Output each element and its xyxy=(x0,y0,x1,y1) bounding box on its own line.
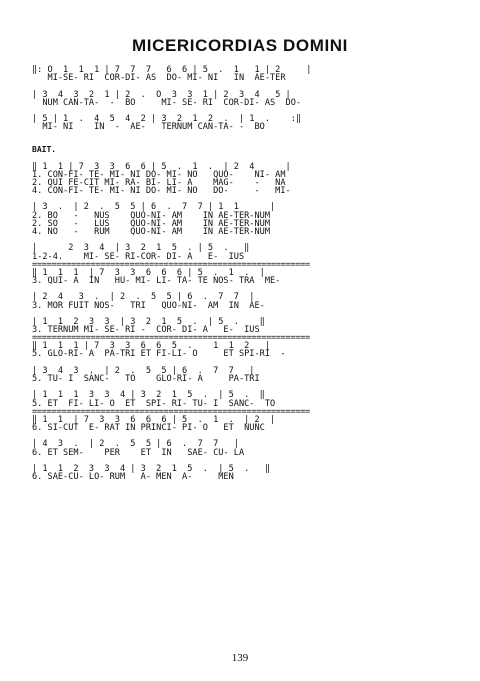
verse-line: | 2 3 4 | 3 2 1 5 . | 5 . ‖ xyxy=(32,243,250,254)
intro-line: MI-SE- RI COR-DI- AS DO- MI- NI IN AE-TER xyxy=(32,73,286,84)
verse-block-6 xyxy=(32,416,452,482)
intro-line: MI- NI IN - AE- TERNUM CAN-TA- - BO xyxy=(32,122,265,133)
verse-line: ‖ 1 1 | 7 3 3 6 6 6 | 5 . 1 . | 2 | xyxy=(32,414,276,425)
verse-line: ‖ 1 1 1 | 7 3 3 6 6 5 . 1 1 2 | xyxy=(32,341,270,352)
verse-line: ‖ 1 1 1 | 7 3 3 6 6 6 | 5 . 1 . | xyxy=(32,267,265,278)
score-body xyxy=(32,66,452,481)
verse-line: | 3 . | 2 . 5 5 | 6 . 7 7 | 1 1 | xyxy=(32,202,276,213)
page-number: 139 xyxy=(231,652,249,664)
verse-line: 6. ET SEM- PER ET IN SAE- CU- LA xyxy=(32,447,245,458)
verse-line: 6. SI-CUT E- RAT IN PRINCI- PI- O ET NUNC xyxy=(32,422,265,433)
verse-line: | 2 4 3 . | 2 . 5 5 | 6 . 7 7 | xyxy=(32,292,255,303)
verse-block-1 xyxy=(32,163,452,261)
verse-block-5 xyxy=(32,342,452,408)
intro-line: | 5 | 1 . 4 5 4 2 | 3 2 1 2 . | 1 . :‖ xyxy=(32,114,302,125)
intro-line: ‖: O 1 1 1 | 7 7 7 6 6 | 5 . 1 1 | 2 | xyxy=(32,65,312,75)
verse-line: 5. TU- I SANC- TO GLO-RI- A PA-TRI xyxy=(32,374,260,384)
section-separator: ========================================================= xyxy=(32,406,310,417)
verse-line: 3. QUI- A IN HU- MI- LI- TA- TE NOS- TRA ME- xyxy=(32,275,281,286)
verse-line: | 1 1 2 3 3 4 | 3 2 1 5 . | 5 . ‖ xyxy=(32,463,270,474)
verse-line: | 4 3 . | 2 . 5 5 | 6 . 7 7 | xyxy=(32,439,239,450)
intro-block xyxy=(32,66,452,132)
verse-line: 5. ET FI- LI- O ET SPI- RI- TU- I SANC- TO xyxy=(32,398,276,409)
intro-line: NUM CAN-TA- - BO MI- SE- RI COR-DI- AS DO- xyxy=(32,97,302,108)
bait-label: BAIT. xyxy=(32,144,57,154)
verse-line: 4. CON-FI- TE- MI- NI DO- MI- NO DO- - MI- xyxy=(32,186,291,197)
verse-line: 1-2-4. MI- SE- RI-COR- DI- A E- IUS xyxy=(32,251,245,262)
verse-line: 4. NO - RUM QUO-NI- AM IN AE-TER-NUM xyxy=(32,227,270,237)
verse-line: | 1 1 1 3 3 4 | 3 2 1 5 . | 5 . ‖ xyxy=(32,390,265,401)
section-separator: ========================================================= xyxy=(32,333,310,344)
verse-line: ‖ 1 1 | 7 3 3 6 6 | 5 . 1 . | 2 4 | xyxy=(32,161,291,172)
verse-line: 1. CON-FI- TE- MI- NI DO- MI- NO QUO- NI- AM xyxy=(32,169,286,180)
verse-line: 5. GLO-RI- A PA-TRI ET FI-LI- O ET SPI-RI - xyxy=(32,349,286,360)
verse-line: 3. TERNUM MI- SE- RI - COR- DI- A E- IUS xyxy=(32,325,260,336)
hymn-title: MICERICORDIAS DOMINI xyxy=(132,36,348,55)
verse-block-3 xyxy=(32,269,452,335)
verse-line: 2. QUI FE-CIT MI- RA- BI- LI- A MAG- - NA xyxy=(32,177,286,188)
verse-line: 2. BO - NUS QUO-NI- AM IN AE-TER-NUM xyxy=(32,210,270,221)
verse-line: 3. MOR FUIT NOS- TRI QUO-NI- AM IN AE- xyxy=(32,300,265,311)
verse-line: | 3 4 3 . | 2 . 5 5 | 6 . 7 7 | xyxy=(32,365,255,376)
verse-line: 2. SO - LUS QUO-NI- AM IN AE-TER-NUM xyxy=(32,218,270,229)
intro-line: | 3 4 3 2 1 | 2 . O 3 3 1 | 2 3 4 5 | xyxy=(32,89,291,100)
verse-line: | 1 1 2 3 3 | 3 2 1 5 . | 5 . ‖ xyxy=(32,316,265,327)
section-separator: ========================================================= xyxy=(32,259,310,270)
verse-line: 6. SAE-CU- LO- RUM A- MEN A- MEN xyxy=(32,472,234,483)
